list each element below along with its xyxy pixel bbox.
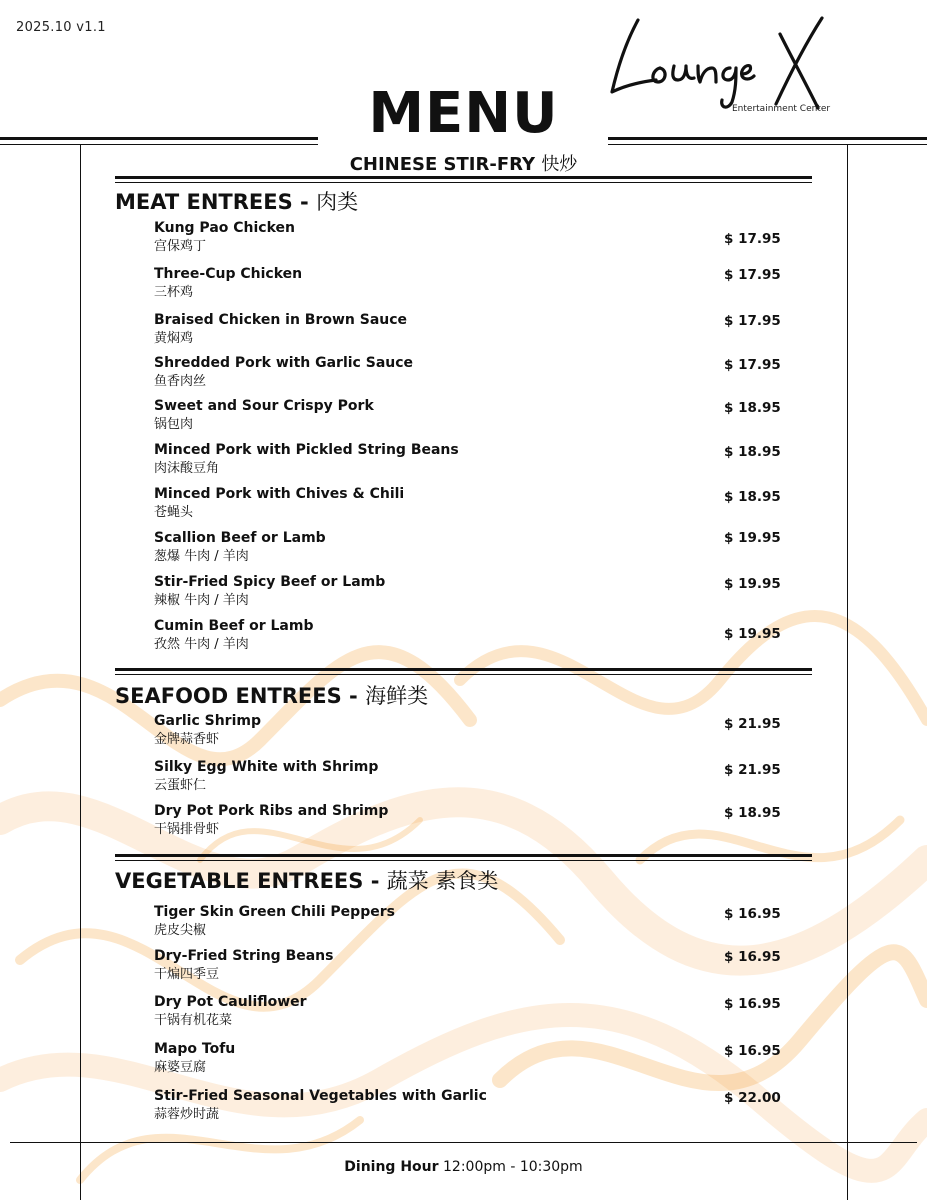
- menu-item: [154, 265, 302, 303]
- item-price: $ 16.95: [724, 949, 781, 965]
- item-name-zh: 干锅排骨虾: [154, 822, 220, 837]
- menu-item: [154, 219, 295, 257]
- frame-line-right: [847, 145, 848, 1200]
- meat-bottom-rule-thin: [115, 674, 812, 675]
- menu-item: [154, 1087, 487, 1125]
- item-name-zh: 干锅有机花菜: [154, 1013, 233, 1028]
- item-name-zh: 葱爆 牛肉 / 羊肉: [154, 549, 249, 564]
- meat-section-rule-thick: [115, 176, 812, 179]
- item-name-en: Scallion Beef or Lamb: [154, 530, 326, 546]
- item-price: $ 18.95: [724, 805, 781, 821]
- item-price: $ 17.95: [724, 267, 781, 283]
- logo-subtitle: Entertainment Center: [732, 104, 831, 114]
- menu-subtitle-cn: 快炒: [541, 154, 578, 175]
- item-price: $ 16.95: [724, 996, 781, 1012]
- item-price: $ 21.95: [724, 716, 781, 732]
- item-name-en: Stir-Fried Seasonal Vegetables with Garlic: [154, 1088, 487, 1104]
- menu-title: MENU: [368, 81, 559, 146]
- dining-hours-label: Dining Hour: [344, 1159, 439, 1175]
- item-name-en: Three-Cup Chicken: [154, 266, 303, 282]
- item-name-en: Garlic Shrimp: [154, 713, 261, 729]
- item-name-en: Dry-Fried String Beans: [154, 948, 334, 964]
- section-title-cn: 海鲜类: [365, 684, 429, 708]
- item-price: $ 18.95: [724, 400, 781, 416]
- menu-item: [154, 903, 395, 941]
- meat-bottom-rule-thick: [115, 668, 812, 671]
- item-price: $ 17.95: [724, 313, 781, 329]
- section-title-cn: 肉类: [316, 190, 359, 214]
- section-title-meat: [115, 186, 358, 216]
- item-price: $ 19.95: [724, 530, 781, 546]
- header-rule-right-thick: [608, 137, 927, 140]
- item-name-en: Cumin Beef or Lamb: [154, 618, 314, 634]
- menu-item: [154, 354, 413, 392]
- item-name-en: Minced Pork with Chives & Chili: [154, 486, 405, 502]
- item-name-zh: 宫保鸡丁: [154, 239, 207, 254]
- item-name-en: Sweet and Sour Crispy Pork: [154, 398, 374, 414]
- item-name-en: Shredded Pork with Garlic Sauce: [154, 355, 414, 371]
- item-price: $ 16.95: [724, 906, 781, 922]
- footer-rule: [10, 1142, 917, 1143]
- item-name-zh: 麻婆豆腐: [154, 1060, 207, 1075]
- item-name-en: Dry Pot Cauliflower: [154, 994, 307, 1010]
- seafood-bottom-rule-thin: [115, 860, 812, 861]
- header-rule-right-thin: [608, 144, 927, 145]
- item-price: $ 17.95: [724, 357, 781, 373]
- menu-item: [154, 485, 404, 523]
- item-name-zh: 辣椒 牛肉 / 羊肉: [154, 593, 249, 608]
- item-price: $ 22.00: [724, 1090, 781, 1106]
- menu-item: [154, 1040, 235, 1078]
- section-title-en: VEGETABLE ENTREES -: [115, 869, 380, 893]
- item-name-zh: 锅包肉: [154, 417, 194, 432]
- menu-subtitle: [0, 150, 927, 176]
- item-name-zh: 三杯鸡: [154, 285, 194, 300]
- menu-item: [154, 529, 326, 567]
- item-name-en: Kung Pao Chicken: [154, 220, 295, 236]
- menu-item: [154, 758, 378, 796]
- item-name-zh: 黄焖鸡: [154, 331, 194, 346]
- section-title-en: SEAFOOD ENTREES -: [115, 684, 358, 708]
- menu-item: [154, 947, 333, 985]
- menu-item: [154, 617, 313, 655]
- menu-item: [154, 712, 261, 750]
- section-title-vegetable: [115, 865, 498, 895]
- item-price: $ 21.95: [724, 762, 781, 778]
- item-price: $ 17.95: [724, 231, 781, 247]
- dining-hours: [0, 1159, 927, 1175]
- menu-item: [154, 802, 388, 840]
- meat-section-rule-thin: [115, 182, 812, 183]
- version-label: 2025.10 v1.1: [16, 20, 106, 35]
- item-name-zh: 苍蝇头: [154, 505, 194, 520]
- header-rule-left-thin: [0, 144, 318, 145]
- item-price: $ 19.95: [724, 576, 781, 592]
- item-name-zh: 干煸四季豆: [154, 967, 220, 982]
- section-title-cn: 蔬菜 素食类: [386, 869, 499, 893]
- item-price: $ 18.95: [724, 444, 781, 460]
- menu-item: [154, 993, 307, 1031]
- item-price: $ 19.95: [724, 626, 781, 642]
- item-name-zh: 金牌蒜香虾: [154, 732, 220, 747]
- section-title-seafood: [115, 680, 428, 710]
- item-name-zh: 虎皮尖椒: [154, 923, 207, 938]
- item-price: $ 16.95: [724, 1043, 781, 1059]
- item-name-zh: 云蛋虾仁: [154, 778, 207, 793]
- header-rule-left-thick: [0, 137, 318, 140]
- item-name-en: Silky Egg White with Shrimp: [154, 759, 379, 775]
- item-name-zh: 肉沫酸豆角: [154, 461, 220, 476]
- menu-item: [154, 441, 459, 479]
- item-name-en: Tiger Skin Green Chili Peppers: [154, 904, 395, 920]
- seafood-bottom-rule-thick: [115, 854, 812, 857]
- frame-line-left: [80, 145, 81, 1200]
- item-name-zh: 蒜蓉炒时蔬: [154, 1107, 220, 1122]
- item-name-en: Stir-Fried Spicy Beef or Lamb: [154, 574, 386, 590]
- item-name-zh: 孜然 牛肉 / 羊肉: [154, 637, 249, 652]
- item-name-en: Dry Pot Pork Ribs and Shrimp: [154, 803, 389, 819]
- item-price: $ 18.95: [724, 489, 781, 505]
- item-name-en: Braised Chicken in Brown Sauce: [154, 312, 408, 328]
- dining-hours-value: 12:00pm - 10:30pm: [443, 1159, 583, 1175]
- menu-item: [154, 573, 385, 611]
- item-name-en: Minced Pork with Pickled String Beans: [154, 442, 459, 458]
- menu-subtitle-en: CHINESE STIR-FRY: [349, 154, 536, 175]
- menu-item: [154, 311, 407, 349]
- section-title-en: MEAT ENTREES -: [115, 190, 309, 214]
- item-name-en: Mapo Tofu: [154, 1041, 236, 1057]
- item-name-zh: 鱼香肉丝: [154, 374, 207, 389]
- menu-item: [154, 397, 374, 435]
